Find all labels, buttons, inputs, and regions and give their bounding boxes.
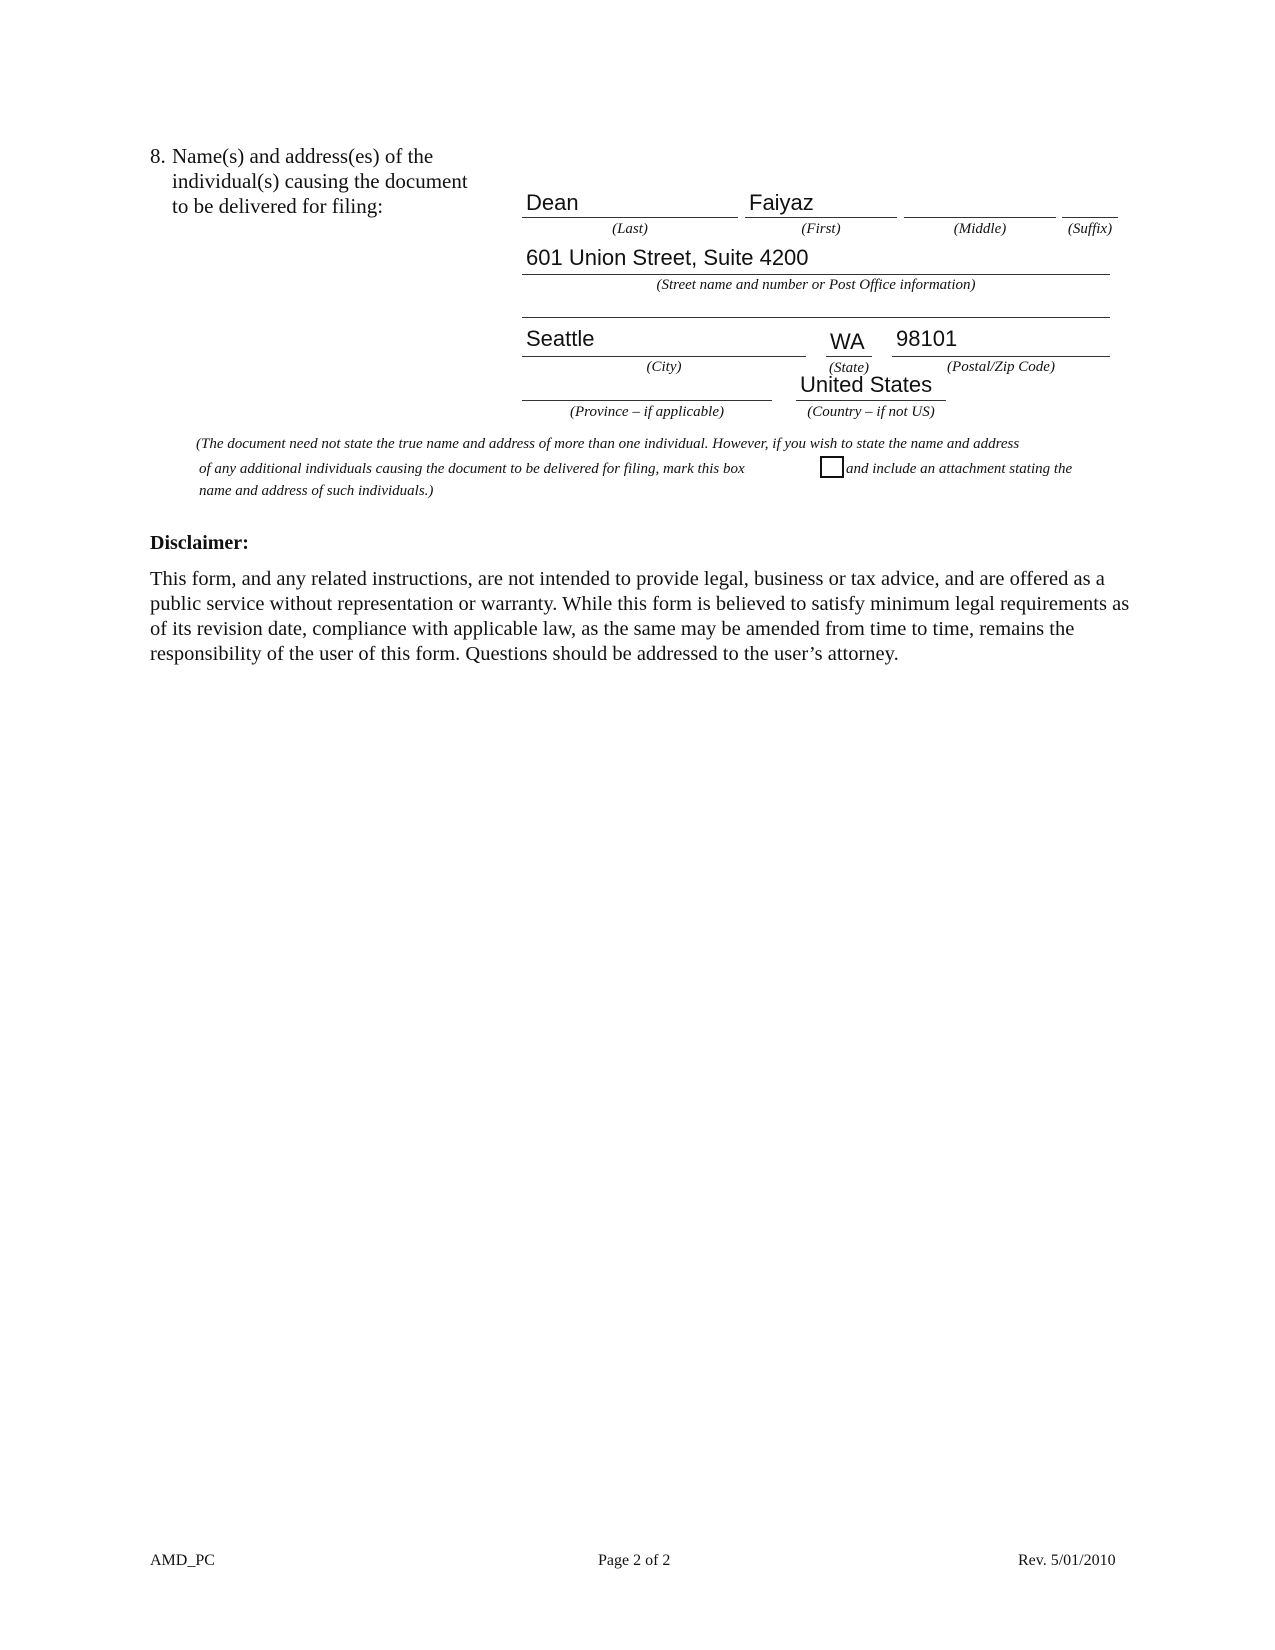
- country-caption: (Country – if not US): [807, 404, 935, 420]
- revision-date: Rev. 5/01/2010: [1018, 1552, 1116, 1569]
- postal-code-caption: (Postal/Zip Code): [947, 359, 1055, 375]
- street-caption: (Street name and number or Post Office information): [656, 277, 976, 293]
- street-underline: [522, 274, 1110, 275]
- street-line-2-underline: [522, 317, 1110, 318]
- item-8-line-1: 8. Name(s) and address(es) of the: [150, 144, 434, 168]
- city-caption: (City): [646, 359, 682, 375]
- disclaimer-heading: Disclaimer:: [150, 532, 249, 554]
- disclaimer-body: This form, and any related instructions, are not intended to provide legal, business or tax advice, and are offered as a public service without representation or warranty. While this form is believed to satisfy minimum legal requirements as of its revision date, compliance with applicable law, as the same may be amended from time to time, remains the responsibility of the user of this form. Questions should be addressed to the user’s attorney.: [150, 568, 1130, 665]
- item-8-label: [150, 144, 468, 219]
- suffix-caption: (Suffix): [1067, 221, 1113, 237]
- additional-individuals-note-line-2a: of any additional individuals causing the document to be delivered for filing, mark this box: [199, 461, 745, 477]
- first-name-field[interactable]: Faiyaz: [749, 190, 814, 215]
- state-field[interactable]: WA: [830, 329, 865, 354]
- additional-individuals-note-line-1: (The document need not state the true name and address of more than one individual. However, if you wish to state the name and address: [196, 436, 1020, 452]
- province-caption: (Province – if applicable): [570, 404, 724, 420]
- first-name-caption: (First): [801, 221, 841, 237]
- additional-individuals-checkbox[interactable]: [820, 456, 844, 478]
- last-name-field[interactable]: Dean: [526, 190, 579, 215]
- country-underline: [796, 400, 946, 401]
- country-field[interactable]: United States: [800, 372, 933, 397]
- middle-name-caption: (Middle): [953, 221, 1007, 237]
- additional-individuals-note-line-2b: and include an attachment stating the: [846, 461, 1073, 477]
- item-number: 8.: [150, 144, 166, 168]
- street-field[interactable]: 601 Union Street, Suite 4200: [526, 245, 809, 270]
- suffix-underline: [1062, 217, 1118, 218]
- first-name-underline: [745, 217, 897, 218]
- last-name-caption: (Last): [612, 221, 648, 237]
- item-8-line-2: individual(s) causing the document: [172, 169, 468, 193]
- additional-individuals-note-line-3: name and address of such individuals.): [199, 483, 434, 499]
- province-underline: [522, 400, 772, 401]
- city-underline: [522, 356, 806, 357]
- middle-name-underline: [904, 217, 1056, 218]
- state-caption: (State): [829, 360, 869, 376]
- postal-code-field[interactable]: 98101: [896, 326, 958, 351]
- form-code: AMD_PC: [150, 1552, 215, 1569]
- last-name-underline: [522, 217, 738, 218]
- item-8-line-3: to be delivered for filing:: [172, 194, 384, 218]
- postal-code-underline: [892, 356, 1110, 357]
- city-field[interactable]: Seattle: [526, 326, 595, 351]
- state-underline: [826, 356, 872, 357]
- page-number: Page 2 of 2: [598, 1552, 671, 1569]
